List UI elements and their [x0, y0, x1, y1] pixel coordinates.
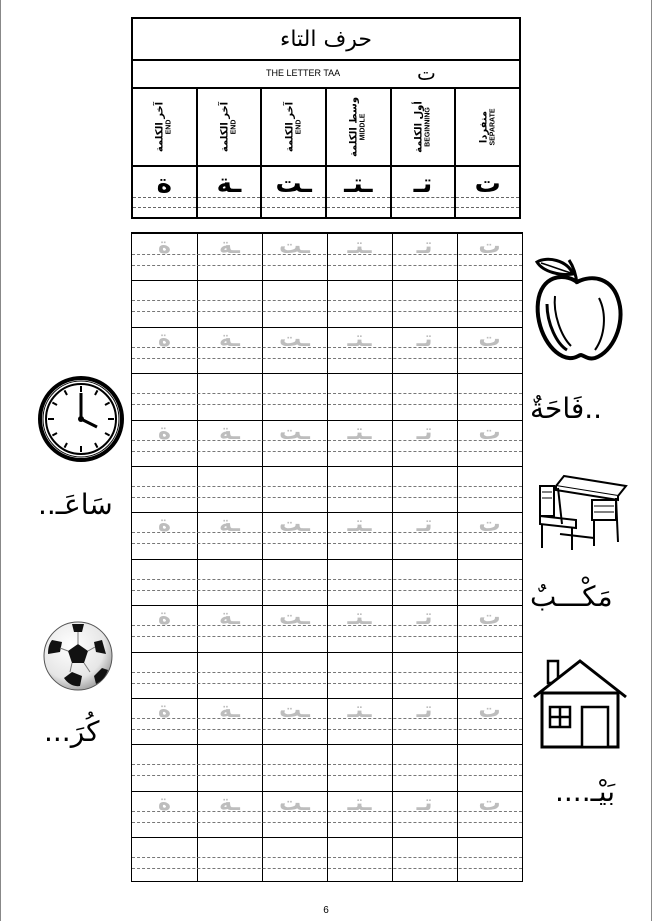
column-header-separate: منفردا SEPARATE [454, 89, 519, 165]
trace-letter: ة [158, 512, 171, 538]
trace-letter: تـ [416, 326, 433, 352]
trace-letter: ـة [219, 234, 240, 259]
word-house: بَيْـ.... [555, 775, 616, 808]
practice-row [132, 791, 522, 837]
trace-letter: ـت [279, 234, 310, 259]
practice-row [132, 373, 522, 419]
column-header-end-1: آخر الكلمة END [260, 89, 325, 165]
practice-row [132, 837, 522, 883]
clock-icon [37, 375, 125, 463]
form-cell: ـة [196, 167, 261, 217]
trace-letter: ـتـ [347, 326, 372, 352]
desk-icon [536, 472, 628, 552]
trace-letter: ت [478, 698, 501, 723]
trace-letter: ـة [219, 698, 240, 723]
trace-letter: ـتـ [347, 698, 372, 723]
trace-letter: تـ [416, 790, 433, 816]
trace-letter: ت [478, 234, 501, 259]
practice-row [132, 559, 522, 605]
trace-letter: ـت [279, 419, 310, 445]
trace-letter: ـت [279, 605, 310, 631]
trace-letter: ة [158, 419, 171, 445]
trace-letter: تـ [416, 605, 433, 631]
trace-letter: ة [158, 698, 171, 723]
football-icon [42, 620, 114, 692]
practice-grid [131, 232, 523, 882]
letter-header-table [131, 17, 521, 219]
letter-forms-row [133, 167, 519, 217]
trace-letter: ـتـ [347, 234, 372, 259]
form-cell: ـتـ [325, 167, 390, 217]
trace-letter: تـ [416, 419, 433, 445]
word-clock: سَاعَـ.. [38, 488, 113, 521]
practice-row [132, 652, 522, 698]
practice-row [132, 744, 522, 790]
letter-glyph: ت [417, 61, 436, 85]
trace-letter: ـة [219, 326, 240, 352]
practice-row [132, 234, 522, 280]
word-desk: مَكْـــبٌ [530, 580, 613, 613]
house-icon [532, 655, 628, 749]
form-cell: ة [133, 167, 196, 217]
word-ball: كُرَ... [44, 715, 100, 748]
trace-letter: ـت [279, 512, 310, 538]
form-cell: ت [454, 167, 519, 217]
practice-row [132, 466, 522, 512]
practice-row [132, 420, 522, 466]
practice-row [132, 698, 522, 744]
column-header-end-2: آخر الكلمة END [196, 89, 261, 165]
trace-letter: ـة [219, 419, 240, 445]
trace-letter: ـتـ [347, 419, 372, 445]
column-headers [133, 89, 519, 167]
apple-icon [533, 254, 625, 366]
english-title: THE LETTER TAA [266, 68, 341, 78]
trace-letter: تـ [416, 698, 433, 723]
practice-row [132, 327, 522, 373]
trace-letter: ة [158, 605, 171, 631]
column-header-end-3: آخر الكلمة END [154, 101, 173, 153]
form-cell: تـ [390, 167, 455, 217]
practice-row [132, 605, 522, 651]
trace-letter: ة [158, 326, 171, 352]
trace-letter: تـ [416, 512, 433, 538]
trace-letter: ـت [279, 790, 310, 816]
page-title: حرف التاء [133, 19, 519, 61]
trace-letter: ـتـ [347, 790, 372, 816]
trace-letter: ـت [279, 698, 310, 723]
trace-letter: ت [478, 790, 501, 816]
trace-letter: ـة [219, 512, 240, 538]
trace-letter: ت [478, 512, 501, 538]
trace-letter: ـة [219, 790, 240, 816]
trace-letter: تـ [416, 234, 433, 259]
form-cell: ـت [260, 167, 325, 217]
subtitle-row [133, 61, 519, 89]
trace-letter: ة [158, 790, 171, 816]
trace-letter: ت [478, 419, 501, 445]
trace-letter: ـت [279, 326, 310, 352]
column-header-middle: وسط الكلمة MIDDLE [325, 89, 390, 165]
trace-letter: ة [158, 234, 171, 259]
trace-letter: ـتـ [347, 605, 372, 631]
practice-row [132, 512, 522, 558]
column-header-beginning: أول الكلمة BEGINNING [390, 89, 455, 165]
trace-letter: ـة [219, 605, 240, 631]
word-apple: ..فَاحَةٌ [530, 392, 603, 425]
trace-letter: ت [478, 605, 501, 631]
trace-letter: ـتـ [347, 512, 372, 538]
page-number: 6 [323, 905, 329, 916]
practice-row [132, 280, 522, 326]
trace-letter: ت [478, 326, 501, 352]
